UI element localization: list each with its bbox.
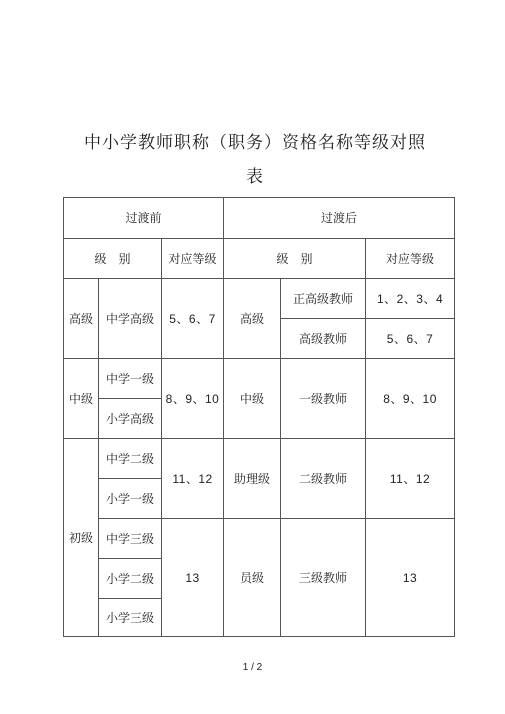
after-title-professor: 正高级教师 [281,279,366,319]
table-row [64,279,455,319]
table-header-row [64,198,455,239]
after-level-assistant: 助理级 [224,439,281,519]
level-senior: 高级 [64,279,99,359]
after-level-intermediate: 中级 [224,359,281,439]
grade-correspondence-table [63,197,455,637]
table-row [64,519,455,559]
before-grades-staff: 13 [162,519,224,637]
table-row [64,439,455,479]
before-title-primary-senior: 小学高级 [99,399,162,439]
col-level-before: 级 别 [64,239,162,279]
before-grades-senior: 5、6、7 [162,279,224,359]
after-title-first-teacher: 一级教师 [281,359,366,439]
before-title-senior: 中学高级 [99,279,162,359]
after-level-staff: 员级 [224,519,281,637]
before-title-primary-first: 小学一级 [99,479,162,519]
col-grade-after: 对应等级 [366,239,455,279]
after-grades-professor: 1、2、3、4 [366,279,455,319]
header-after-transition: 过渡后 [224,198,455,239]
before-grades-intermediate: 8、9、10 [162,359,224,439]
level-junior: 初级 [64,439,99,637]
table-row [64,359,455,399]
before-title-middle-first: 中学一级 [99,359,162,399]
before-title-middle-third: 中学三级 [99,519,162,559]
col-level-after: 级 别 [224,239,366,279]
after-grades-senior-teacher: 5、6、7 [366,319,455,359]
after-grades-assistant: 11、12 [366,439,455,519]
col-grade-before: 对应等级 [162,239,224,279]
after-title-second-teacher: 二级教师 [281,439,366,519]
after-title-third-teacher: 三级教师 [281,519,366,637]
after-title-senior-teacher: 高级教师 [281,319,366,359]
table-subheader-row [64,239,455,279]
after-grades-staff: 13 [366,519,455,637]
document-title-continued: 表 [246,167,263,187]
before-title-middle-second: 中学二级 [99,439,162,479]
level-intermediate: 中级 [64,359,99,439]
document-title: 中小学教师职称（职务）资格名称等级对照 [84,133,426,153]
page-number: 1 / 2 [242,662,263,673]
after-grades-intermediate: 8、9、10 [366,359,455,439]
header-before-transition: 过渡前 [64,198,224,239]
before-grades-assistant: 11、12 [162,439,224,519]
after-level-senior: 高级 [224,279,281,359]
before-title-primary-second: 小学二级 [99,559,162,599]
before-title-primary-third: 小学三级 [99,599,162,637]
